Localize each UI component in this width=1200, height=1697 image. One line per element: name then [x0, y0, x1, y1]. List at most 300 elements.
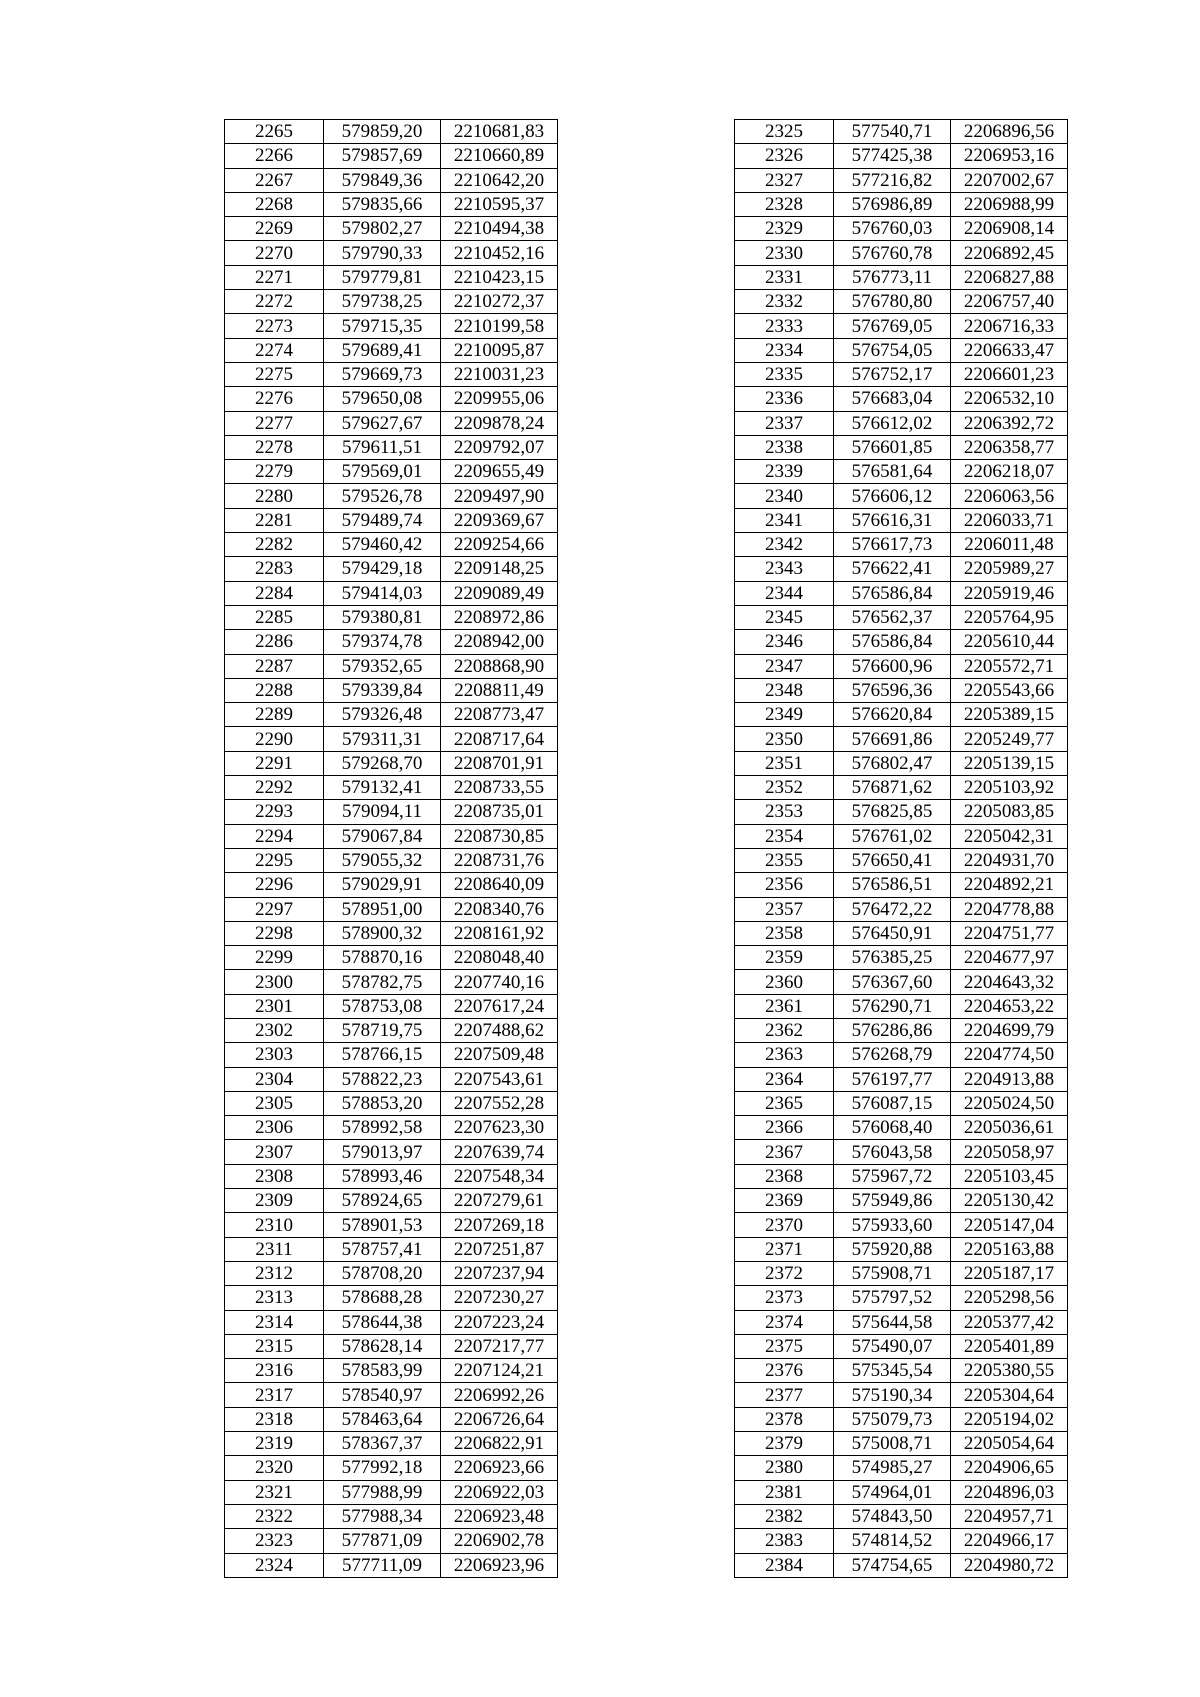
- x-coordinate-cell: 576286,86: [834, 1018, 951, 1042]
- x-coordinate-cell: 576450,91: [834, 921, 951, 945]
- table-row: [735, 1237, 1068, 1261]
- point-number-cell: 2270: [225, 241, 324, 265]
- table-row: [225, 1456, 558, 1480]
- table-row: [735, 1043, 1068, 1067]
- y-coordinate-cell: 2209254,66: [441, 533, 558, 557]
- y-coordinate-cell: 2206953,16: [951, 144, 1068, 168]
- table-row: [735, 654, 1068, 678]
- y-coordinate-cell: 2206532,10: [951, 387, 1068, 411]
- table-row: [735, 435, 1068, 459]
- x-coordinate-cell: 576752,17: [834, 362, 951, 386]
- x-coordinate-cell: 576769,05: [834, 314, 951, 338]
- x-coordinate-cell: 577871,09: [324, 1529, 441, 1553]
- x-coordinate-cell: 576586,84: [834, 630, 951, 654]
- table-row: [225, 1310, 558, 1334]
- x-coordinate-cell: 576586,84: [834, 581, 951, 605]
- y-coordinate-cell: 2208735,01: [441, 800, 558, 824]
- point-number-cell: 2303: [225, 1043, 324, 1067]
- point-number-cell: 2354: [735, 824, 834, 848]
- table-row: [225, 630, 558, 654]
- x-coordinate-cell: 578367,37: [324, 1432, 441, 1456]
- point-number-cell: 2338: [735, 435, 834, 459]
- table-row: [735, 557, 1068, 581]
- x-coordinate-cell: 577988,99: [324, 1480, 441, 1504]
- point-number-cell: 2297: [225, 897, 324, 921]
- table-row: [225, 1286, 558, 1310]
- x-coordinate-cell: 578463,64: [324, 1407, 441, 1431]
- y-coordinate-cell: 2204913,88: [951, 1067, 1068, 1091]
- y-coordinate-cell: 2206896,56: [951, 120, 1068, 144]
- y-coordinate-cell: 2206992,26: [441, 1383, 558, 1407]
- point-number-cell: 2352: [735, 776, 834, 800]
- y-coordinate-cell: 2206923,96: [441, 1553, 558, 1577]
- y-coordinate-cell: 2204966,17: [951, 1529, 1068, 1553]
- table-row: [225, 1432, 558, 1456]
- point-number-cell: 2273: [225, 314, 324, 338]
- y-coordinate-cell: 2204677,97: [951, 946, 1068, 970]
- point-number-cell: 2283: [225, 557, 324, 581]
- x-coordinate-cell: 576683,04: [834, 387, 951, 411]
- y-coordinate-cell: 2204774,50: [951, 1043, 1068, 1067]
- table-row: [735, 1140, 1068, 1164]
- point-number-cell: 2278: [225, 435, 324, 459]
- y-coordinate-cell: 2206601,23: [951, 362, 1068, 386]
- x-coordinate-cell: 576068,40: [834, 1116, 951, 1140]
- point-number-cell: 2336: [735, 387, 834, 411]
- x-coordinate-cell: 577540,71: [834, 120, 951, 144]
- y-coordinate-cell: 2206988,99: [951, 192, 1068, 216]
- y-coordinate-cell: 2205304,64: [951, 1383, 1068, 1407]
- point-number-cell: 2325: [735, 120, 834, 144]
- x-coordinate-cell: 576761,02: [834, 824, 951, 848]
- point-number-cell: 2308: [225, 1164, 324, 1188]
- x-coordinate-cell: 576290,71: [834, 994, 951, 1018]
- point-number-cell: 2302: [225, 1018, 324, 1042]
- table-row: [225, 1018, 558, 1042]
- point-number-cell: 2289: [225, 703, 324, 727]
- table-row: [225, 168, 558, 192]
- point-number-cell: 2353: [735, 800, 834, 824]
- x-coordinate-cell: 579268,70: [324, 751, 441, 775]
- x-coordinate-cell: 578992,58: [324, 1116, 441, 1140]
- table-row: [735, 946, 1068, 970]
- x-coordinate-cell: 575079,73: [834, 1407, 951, 1431]
- x-coordinate-cell: 575908,71: [834, 1261, 951, 1285]
- point-number-cell: 2314: [225, 1310, 324, 1334]
- table-row: [225, 848, 558, 872]
- point-number-cell: 2368: [735, 1164, 834, 1188]
- table-row: [225, 265, 558, 289]
- y-coordinate-cell: 2208161,92: [441, 921, 558, 945]
- table-row: [735, 217, 1068, 241]
- y-coordinate-cell: 2207623,30: [441, 1116, 558, 1140]
- table-row: [735, 873, 1068, 897]
- x-coordinate-cell: 578757,41: [324, 1237, 441, 1261]
- y-coordinate-cell: 2205163,88: [951, 1237, 1068, 1261]
- x-coordinate-cell: 578782,75: [324, 970, 441, 994]
- table-row: [735, 120, 1068, 144]
- point-number-cell: 2359: [735, 946, 834, 970]
- point-number-cell: 2360: [735, 970, 834, 994]
- table-row: [225, 946, 558, 970]
- table-row: [225, 144, 558, 168]
- y-coordinate-cell: 2208773,47: [441, 703, 558, 727]
- y-coordinate-cell: 2205401,89: [951, 1334, 1068, 1358]
- x-coordinate-cell: 578688,28: [324, 1286, 441, 1310]
- y-coordinate-cell: 2210595,37: [441, 192, 558, 216]
- x-coordinate-cell: 579094,11: [324, 800, 441, 824]
- y-coordinate-cell: 2205036,61: [951, 1116, 1068, 1140]
- x-coordinate-cell: 578951,00: [324, 897, 441, 921]
- point-number-cell: 2327: [735, 168, 834, 192]
- y-coordinate-cell: 2207740,16: [441, 970, 558, 994]
- y-coordinate-cell: 2210272,37: [441, 290, 558, 314]
- point-number-cell: 2322: [225, 1504, 324, 1528]
- x-coordinate-cell: 579013,97: [324, 1140, 441, 1164]
- x-coordinate-cell: 579339,84: [324, 678, 441, 702]
- x-coordinate-cell: 576691,86: [834, 727, 951, 751]
- y-coordinate-cell: 2204931,70: [951, 848, 1068, 872]
- y-coordinate-cell: 2207543,61: [441, 1067, 558, 1091]
- x-coordinate-cell: 576760,03: [834, 217, 951, 241]
- point-number-cell: 2380: [735, 1456, 834, 1480]
- table-row: [225, 1334, 558, 1358]
- table-row: [735, 1407, 1068, 1431]
- x-coordinate-cell: 579569,01: [324, 460, 441, 484]
- y-coordinate-cell: 2207509,48: [441, 1043, 558, 1067]
- point-number-cell: 2373: [735, 1286, 834, 1310]
- point-number-cell: 2364: [735, 1067, 834, 1091]
- table-row: [225, 1359, 558, 1383]
- table-row: [225, 654, 558, 678]
- point-number-cell: 2335: [735, 362, 834, 386]
- point-number-cell: 2356: [735, 873, 834, 897]
- point-number-cell: 2328: [735, 192, 834, 216]
- table-row: [225, 1237, 558, 1261]
- point-number-cell: 2307: [225, 1140, 324, 1164]
- table-row: [735, 824, 1068, 848]
- y-coordinate-cell: 2210681,83: [441, 120, 558, 144]
- y-coordinate-cell: 2206902,78: [441, 1529, 558, 1553]
- point-number-cell: 2376: [735, 1359, 834, 1383]
- x-coordinate-cell: 576616,31: [834, 508, 951, 532]
- table-row: [225, 1091, 558, 1115]
- x-coordinate-cell: 578719,75: [324, 1018, 441, 1042]
- x-coordinate-cell: 578900,32: [324, 921, 441, 945]
- table-row: [225, 1529, 558, 1553]
- table-row: [225, 1140, 558, 1164]
- point-number-cell: 2355: [735, 848, 834, 872]
- table-row: [735, 970, 1068, 994]
- y-coordinate-cell: 2205147,04: [951, 1213, 1068, 1237]
- y-coordinate-cell: 2204892,21: [951, 873, 1068, 897]
- x-coordinate-cell: 577992,18: [324, 1456, 441, 1480]
- coordinates-table-right: [734, 119, 1068, 1578]
- y-coordinate-cell: 2208811,49: [441, 678, 558, 702]
- x-coordinate-cell: 578924,65: [324, 1189, 441, 1213]
- x-coordinate-cell: 578644,38: [324, 1310, 441, 1334]
- point-number-cell: 2290: [225, 727, 324, 751]
- point-number-cell: 2295: [225, 848, 324, 872]
- x-coordinate-cell: 578853,20: [324, 1091, 441, 1115]
- table-row: [225, 581, 558, 605]
- table-row: [735, 168, 1068, 192]
- point-number-cell: 2374: [735, 1310, 834, 1334]
- y-coordinate-cell: 2208701,91: [441, 751, 558, 775]
- point-number-cell: 2276: [225, 387, 324, 411]
- y-coordinate-cell: 2204653,22: [951, 994, 1068, 1018]
- point-number-cell: 2280: [225, 484, 324, 508]
- table-row: [225, 387, 558, 411]
- x-coordinate-cell: 576043,58: [834, 1140, 951, 1164]
- y-coordinate-cell: 2210199,58: [441, 314, 558, 338]
- table-row: [735, 848, 1068, 872]
- x-coordinate-cell: 579790,33: [324, 241, 441, 265]
- point-number-cell: 2312: [225, 1261, 324, 1285]
- table-row: [735, 605, 1068, 629]
- table-row: [735, 1286, 1068, 1310]
- x-coordinate-cell: 576472,22: [834, 897, 951, 921]
- x-coordinate-cell: 579489,74: [324, 508, 441, 532]
- x-coordinate-cell: 579738,25: [324, 290, 441, 314]
- point-number-cell: 2329: [735, 217, 834, 241]
- point-number-cell: 2265: [225, 120, 324, 144]
- point-number-cell: 2316: [225, 1359, 324, 1383]
- point-number-cell: 2319: [225, 1432, 324, 1456]
- point-number-cell: 2371: [735, 1237, 834, 1261]
- table-row: [735, 192, 1068, 216]
- y-coordinate-cell: 2205389,15: [951, 703, 1068, 727]
- table-row: [735, 265, 1068, 289]
- point-number-cell: 2294: [225, 824, 324, 848]
- y-coordinate-cell: 2210031,23: [441, 362, 558, 386]
- y-coordinate-cell: 2205194,02: [951, 1407, 1068, 1431]
- y-coordinate-cell: 2206908,14: [951, 217, 1068, 241]
- table-row: [735, 897, 1068, 921]
- point-number-cell: 2318: [225, 1407, 324, 1431]
- table-row: [735, 1091, 1068, 1115]
- point-number-cell: 2326: [735, 144, 834, 168]
- x-coordinate-cell: 576600,96: [834, 654, 951, 678]
- table-row: [225, 776, 558, 800]
- y-coordinate-cell: 2205042,31: [951, 824, 1068, 848]
- table-row: [735, 1359, 1068, 1383]
- y-coordinate-cell: 2204896,03: [951, 1480, 1068, 1504]
- y-coordinate-cell: 2204906,65: [951, 1456, 1068, 1480]
- y-coordinate-cell: 2208717,64: [441, 727, 558, 751]
- x-coordinate-cell: 578628,14: [324, 1334, 441, 1358]
- table-row: [735, 1432, 1068, 1456]
- table-row: [735, 1067, 1068, 1091]
- point-number-cell: 2324: [225, 1553, 324, 1577]
- x-coordinate-cell: 574754,65: [834, 1553, 951, 1577]
- table-row: [225, 338, 558, 362]
- table-row: [735, 751, 1068, 775]
- y-coordinate-cell: 2205377,42: [951, 1310, 1068, 1334]
- point-number-cell: 2321: [225, 1480, 324, 1504]
- y-coordinate-cell: 2207251,87: [441, 1237, 558, 1261]
- x-coordinate-cell: 575345,54: [834, 1359, 951, 1383]
- point-number-cell: 2348: [735, 678, 834, 702]
- point-number-cell: 2384: [735, 1553, 834, 1577]
- y-coordinate-cell: 2206063,56: [951, 484, 1068, 508]
- table-row: [735, 581, 1068, 605]
- y-coordinate-cell: 2207230,27: [441, 1286, 558, 1310]
- y-coordinate-cell: 2207548,34: [441, 1164, 558, 1188]
- point-number-cell: 2310: [225, 1213, 324, 1237]
- table-row: [225, 241, 558, 265]
- point-number-cell: 2286: [225, 630, 324, 654]
- table-row: [225, 678, 558, 702]
- point-number-cell: 2281: [225, 508, 324, 532]
- y-coordinate-cell: 2207237,94: [441, 1261, 558, 1285]
- x-coordinate-cell: 576268,79: [834, 1043, 951, 1067]
- table-row: [225, 1067, 558, 1091]
- table-row: [225, 1116, 558, 1140]
- x-coordinate-cell: 576760,78: [834, 241, 951, 265]
- y-coordinate-cell: 2206757,40: [951, 290, 1068, 314]
- table-row: [735, 1383, 1068, 1407]
- x-coordinate-cell: 579849,36: [324, 168, 441, 192]
- y-coordinate-cell: 2209089,49: [441, 581, 558, 605]
- table-row: [225, 435, 558, 459]
- x-coordinate-cell: 577425,38: [834, 144, 951, 168]
- table-row: [225, 727, 558, 751]
- point-number-cell: 2370: [735, 1213, 834, 1237]
- y-coordinate-cell: 2208868,90: [441, 654, 558, 678]
- table-row: [735, 1310, 1068, 1334]
- y-coordinate-cell: 2207488,62: [441, 1018, 558, 1042]
- point-number-cell: 2315: [225, 1334, 324, 1358]
- x-coordinate-cell: 578822,23: [324, 1067, 441, 1091]
- x-coordinate-cell: 575949,86: [834, 1189, 951, 1213]
- point-number-cell: 2365: [735, 1091, 834, 1115]
- y-coordinate-cell: 2206218,07: [951, 460, 1068, 484]
- table-row: [225, 120, 558, 144]
- y-coordinate-cell: 2207279,61: [441, 1189, 558, 1213]
- table-row: [735, 314, 1068, 338]
- point-number-cell: 2274: [225, 338, 324, 362]
- y-coordinate-cell: 2206392,72: [951, 411, 1068, 435]
- x-coordinate-cell: 576620,84: [834, 703, 951, 727]
- x-coordinate-cell: 577988,34: [324, 1504, 441, 1528]
- x-coordinate-cell: 579669,73: [324, 362, 441, 386]
- table-row: [735, 1189, 1068, 1213]
- point-number-cell: 2300: [225, 970, 324, 994]
- x-coordinate-cell: 577711,09: [324, 1553, 441, 1577]
- y-coordinate-cell: 2206716,33: [951, 314, 1068, 338]
- coordinates-table-left: [224, 119, 558, 1578]
- x-coordinate-cell: 575967,72: [834, 1164, 951, 1188]
- y-coordinate-cell: 2210660,89: [441, 144, 558, 168]
- y-coordinate-cell: 2205103,92: [951, 776, 1068, 800]
- point-number-cell: 2346: [735, 630, 834, 654]
- y-coordinate-cell: 2205058,97: [951, 1140, 1068, 1164]
- point-number-cell: 2268: [225, 192, 324, 216]
- table-row: [735, 727, 1068, 751]
- x-coordinate-cell: 579055,32: [324, 848, 441, 872]
- y-coordinate-cell: 2204643,32: [951, 970, 1068, 994]
- point-number-cell: 2347: [735, 654, 834, 678]
- table-row: [735, 362, 1068, 386]
- table-row: [225, 1553, 558, 1577]
- y-coordinate-cell: 2208942,00: [441, 630, 558, 654]
- point-number-cell: 2366: [735, 1116, 834, 1140]
- x-coordinate-cell: 578753,08: [324, 994, 441, 1018]
- table-row: [735, 484, 1068, 508]
- x-coordinate-cell: 576617,73: [834, 533, 951, 557]
- table-row: [225, 484, 558, 508]
- point-number-cell: 2350: [735, 727, 834, 751]
- point-number-cell: 2323: [225, 1529, 324, 1553]
- table-row: [225, 533, 558, 557]
- x-coordinate-cell: 579802,27: [324, 217, 441, 241]
- point-number-cell: 2311: [225, 1237, 324, 1261]
- y-coordinate-cell: 2208640,09: [441, 873, 558, 897]
- y-coordinate-cell: 2209878,24: [441, 411, 558, 435]
- point-number-cell: 2269: [225, 217, 324, 241]
- x-coordinate-cell: 575920,88: [834, 1237, 951, 1261]
- point-number-cell: 2298: [225, 921, 324, 945]
- table-row: [735, 508, 1068, 532]
- x-coordinate-cell: 579132,41: [324, 776, 441, 800]
- x-coordinate-cell: 579460,42: [324, 533, 441, 557]
- x-coordinate-cell: 578540,97: [324, 1383, 441, 1407]
- point-number-cell: 2287: [225, 654, 324, 678]
- x-coordinate-cell: 579857,69: [324, 144, 441, 168]
- point-number-cell: 2333: [735, 314, 834, 338]
- y-coordinate-cell: 2207269,18: [441, 1213, 558, 1237]
- x-coordinate-cell: 576581,64: [834, 460, 951, 484]
- y-coordinate-cell: 2205380,55: [951, 1359, 1068, 1383]
- point-number-cell: 2299: [225, 946, 324, 970]
- x-coordinate-cell: 575797,52: [834, 1286, 951, 1310]
- table-row: [735, 1018, 1068, 1042]
- x-coordinate-cell: 574964,01: [834, 1480, 951, 1504]
- y-coordinate-cell: 2207639,74: [441, 1140, 558, 1164]
- x-coordinate-cell: 578901,53: [324, 1213, 441, 1237]
- x-coordinate-cell: 574814,52: [834, 1529, 951, 1553]
- table-row: [225, 605, 558, 629]
- point-number-cell: 2288: [225, 678, 324, 702]
- point-number-cell: 2332: [735, 290, 834, 314]
- point-number-cell: 2266: [225, 144, 324, 168]
- table-row: [225, 192, 558, 216]
- table-row: [225, 1480, 558, 1504]
- table-row: [225, 1504, 558, 1528]
- x-coordinate-cell: 576650,41: [834, 848, 951, 872]
- y-coordinate-cell: 2206726,64: [441, 1407, 558, 1431]
- y-coordinate-cell: 2209955,06: [441, 387, 558, 411]
- point-number-cell: 2275: [225, 362, 324, 386]
- point-number-cell: 2339: [735, 460, 834, 484]
- y-coordinate-cell: 2208733,55: [441, 776, 558, 800]
- point-number-cell: 2342: [735, 533, 834, 557]
- y-coordinate-cell: 2207552,28: [441, 1091, 558, 1115]
- table-row: [225, 1383, 558, 1407]
- y-coordinate-cell: 2208731,76: [441, 848, 558, 872]
- x-coordinate-cell: 579067,84: [324, 824, 441, 848]
- y-coordinate-cell: 2205024,50: [951, 1091, 1068, 1115]
- point-number-cell: 2291: [225, 751, 324, 775]
- point-number-cell: 2304: [225, 1067, 324, 1091]
- table-row: [225, 508, 558, 532]
- point-number-cell: 2351: [735, 751, 834, 775]
- y-coordinate-cell: 2206011,48: [951, 533, 1068, 557]
- table-row: [735, 1261, 1068, 1285]
- table-row: [735, 994, 1068, 1018]
- table-row: [735, 290, 1068, 314]
